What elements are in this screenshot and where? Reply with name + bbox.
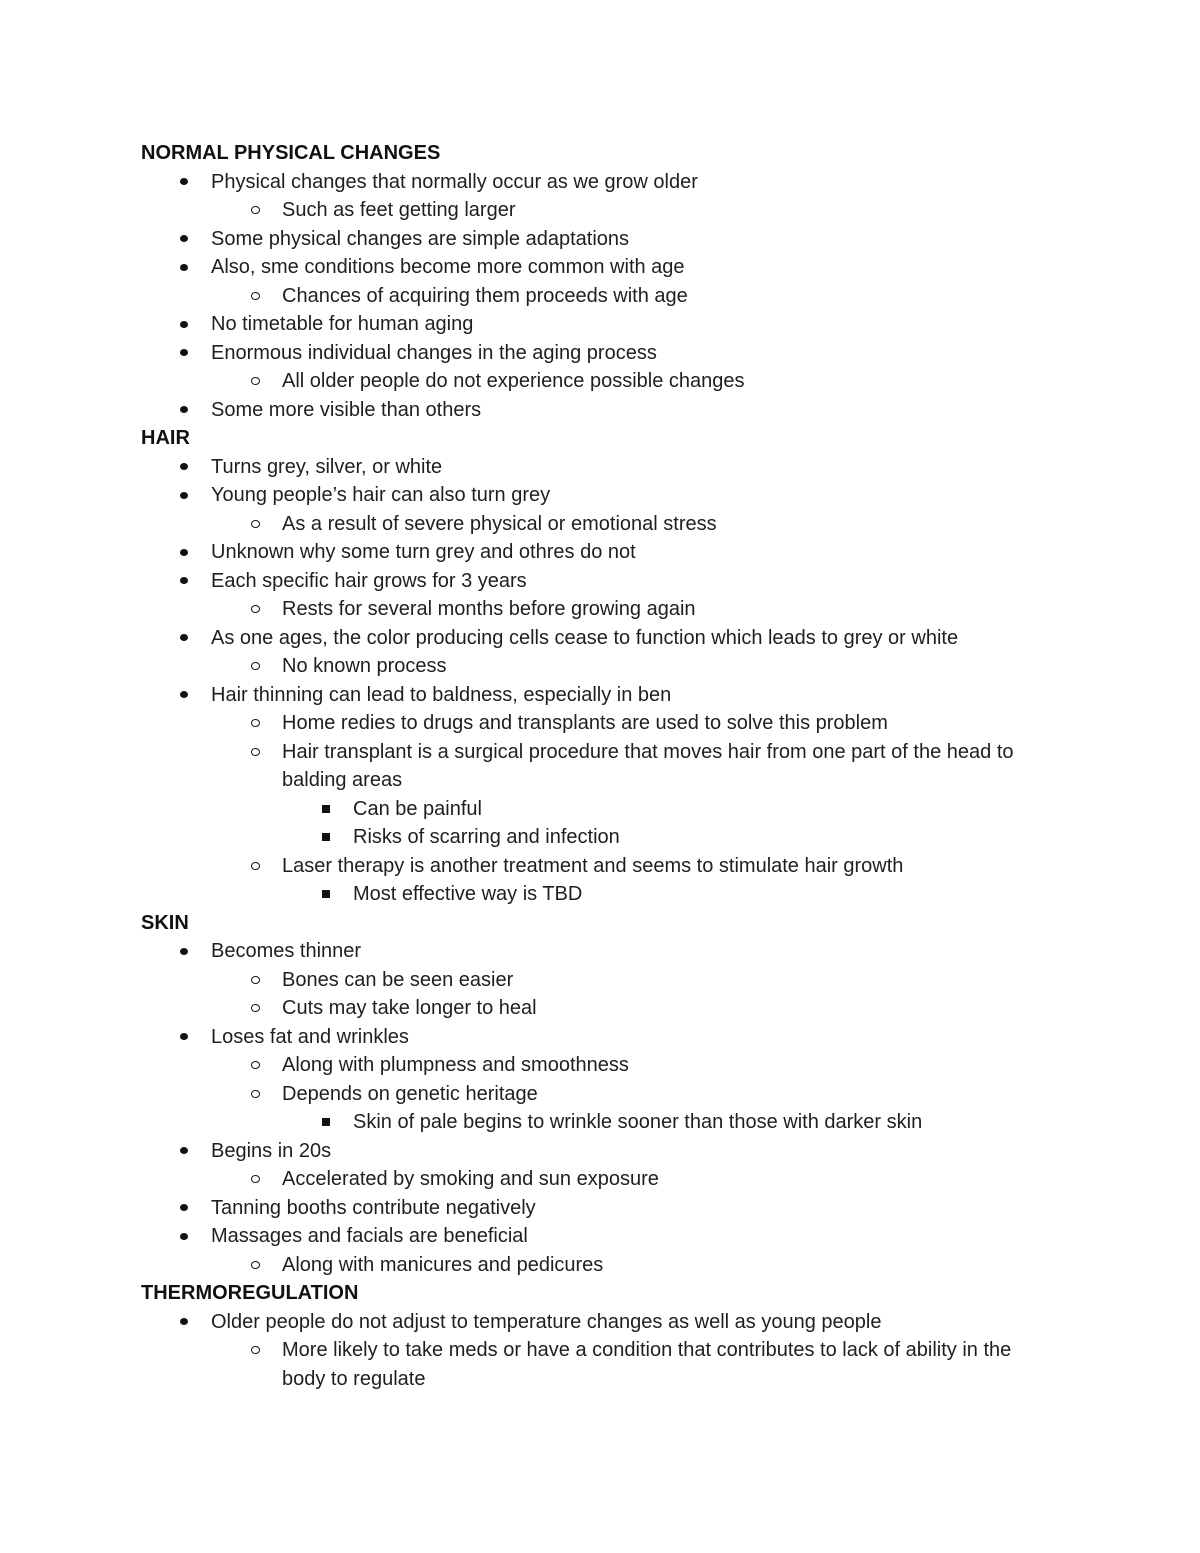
list-item-text: Physical changes that normally occur as we grow older bbox=[211, 170, 698, 193]
list-item-text: Laser therapy is another treatment and seems to stimulate hair growth bbox=[282, 854, 904, 877]
list-item-level-2 bbox=[0, 994, 1200, 1023]
list-item-level-2 bbox=[0, 1251, 1200, 1280]
bullet-circle-icon bbox=[248, 966, 262, 995]
list-item-text: Risks of scarring and infection bbox=[353, 826, 620, 848]
list-item-text: Chances of acquiring them proceeds with age bbox=[282, 284, 688, 307]
bullet-disc-icon bbox=[177, 1137, 191, 1166]
list-item-text: Each specific hair grows for 3 years bbox=[211, 569, 527, 592]
list-item-level-2 bbox=[0, 1080, 1200, 1109]
list-item-level-1 bbox=[0, 168, 1200, 197]
list-item-level-1 bbox=[0, 1222, 1200, 1251]
bullet-disc-icon bbox=[177, 1023, 191, 1052]
bullet-circle-icon bbox=[248, 994, 262, 1023]
bullet-circle-icon bbox=[248, 852, 262, 881]
list-item-text: Hair thinning can lead to baldness, especially in ben bbox=[211, 683, 672, 706]
list-item-level-1 bbox=[0, 567, 1200, 596]
bullet-disc-icon bbox=[177, 310, 191, 339]
list-item-level-2 bbox=[0, 852, 1200, 881]
bullet-circle-icon bbox=[248, 196, 262, 225]
list-item-level-1 bbox=[0, 225, 1200, 254]
section-normal-physical-changes bbox=[0, 139, 1200, 424]
list-item-text: Loses fat and wrinkles bbox=[211, 1025, 409, 1048]
bullet-disc-icon bbox=[177, 168, 191, 197]
list-item-text: As a result of severe physical or emotional stress bbox=[282, 512, 717, 535]
list-item-text: Unknown why some turn grey and othres do not bbox=[211, 541, 636, 563]
bullet-circle-icon bbox=[248, 510, 262, 539]
bullet-circle-icon bbox=[248, 1251, 262, 1280]
list-item-level-1 bbox=[0, 481, 1200, 510]
list-item-text: Tanning booths contribute negatively bbox=[211, 1196, 536, 1219]
list-item-text: Such as feet getting larger bbox=[282, 199, 516, 221]
bullet-circle-icon bbox=[248, 1336, 262, 1365]
section-heading: THERMOREGULATION bbox=[141, 1282, 359, 1304]
list-item-level-2 bbox=[0, 709, 1200, 738]
bullet-circle-icon bbox=[248, 282, 262, 311]
list-item-text: Older people do not adjust to temperature changes as well as young people bbox=[211, 1310, 882, 1333]
section-heading: HAIR bbox=[141, 427, 190, 449]
bullet-circle-icon bbox=[248, 652, 262, 681]
list-item-level-2 bbox=[0, 510, 1200, 539]
list-item-text: Some more visible than others bbox=[211, 398, 482, 421]
bullet-disc-icon bbox=[177, 253, 191, 282]
list-item-level-2 bbox=[0, 595, 1200, 624]
list-item-level-1 bbox=[0, 310, 1200, 339]
section-skin bbox=[0, 909, 1200, 1280]
list-item-text: More likely to take meds or have a condition that contributes to lack of ability in the body to regulate bbox=[282, 1339, 1012, 1390]
bullet-disc-icon bbox=[177, 681, 191, 710]
bullet-disc-icon bbox=[177, 396, 191, 425]
list-item-text: Depends on genetic heritage bbox=[282, 1082, 538, 1105]
bullet-circle-icon bbox=[248, 1080, 262, 1109]
list-item-text: Enormous individual changes in the aging process bbox=[211, 341, 657, 364]
bullet-square-icon bbox=[319, 1108, 333, 1137]
list-item-level-3 bbox=[0, 795, 1200, 824]
list-item-level-1 bbox=[0, 538, 1200, 567]
list-item-text: Rests for several months before growing again bbox=[282, 598, 696, 620]
section-thermoregulation bbox=[0, 1279, 1200, 1393]
bullet-square-icon bbox=[319, 823, 333, 852]
list-item-text: Begins in 20s bbox=[211, 1139, 332, 1162]
list-item-level-2 bbox=[0, 367, 1200, 396]
list-item-level-1 bbox=[0, 937, 1200, 966]
document-body bbox=[0, 139, 1200, 1393]
list-item-text: Also, sme conditions become more common with age bbox=[211, 256, 685, 278]
list-item-level-2 bbox=[0, 738, 1200, 795]
section-hair bbox=[0, 424, 1200, 909]
bullet-disc-icon bbox=[177, 339, 191, 368]
list-item-text: Massages and facials are beneficial bbox=[211, 1225, 528, 1247]
bullet-circle-icon bbox=[248, 595, 262, 624]
list-item-text: Becomes thinner bbox=[211, 940, 362, 962]
list-item-level-1 bbox=[0, 1308, 1200, 1337]
list-item-text: Bones can be seen easier bbox=[282, 968, 514, 991]
list-item-level-1 bbox=[0, 453, 1200, 482]
section-heading: NORMAL PHYSICAL CHANGES bbox=[141, 142, 441, 164]
list-item-text: Home redies to drugs and transplants are used to solve this problem bbox=[282, 712, 888, 734]
bullet-circle-icon bbox=[248, 738, 262, 767]
list-item-level-2 bbox=[0, 1165, 1200, 1194]
list-item-text: Along with manicures and pedicures bbox=[282, 1253, 604, 1276]
list-item-text: Can be painful bbox=[353, 797, 482, 820]
bullet-disc-icon bbox=[177, 453, 191, 482]
list-item-level-1 bbox=[0, 1023, 1200, 1052]
list-item-level-1 bbox=[0, 1194, 1200, 1223]
bullet-disc-icon bbox=[177, 567, 191, 596]
bullet-disc-icon bbox=[177, 1194, 191, 1223]
bullet-disc-icon bbox=[177, 225, 191, 254]
list-item-text: Skin of pale begins to wrinkle sooner than those with darker skin bbox=[353, 1111, 923, 1133]
bullet-square-icon bbox=[319, 880, 333, 909]
list-item-text: No timetable for human aging bbox=[211, 313, 474, 335]
bullet-disc-icon bbox=[177, 481, 191, 510]
list-item-text: Along with plumpness and smoothness bbox=[282, 1054, 629, 1076]
list-item-level-3 bbox=[0, 880, 1200, 909]
bullet-circle-icon bbox=[248, 1165, 262, 1194]
list-item-level-2 bbox=[0, 282, 1200, 311]
bullet-circle-icon bbox=[248, 1051, 262, 1080]
list-item-text: All older people do not experience possible changes bbox=[282, 370, 745, 392]
list-item-level-2 bbox=[0, 1336, 1200, 1393]
bullet-circle-icon bbox=[248, 367, 262, 396]
list-item-text: Most effective way is TBD bbox=[353, 883, 583, 905]
list-item-text: As one ages, the color producing cells cease to function which leads to grey or white bbox=[211, 626, 959, 649]
list-item-text: Turns grey, silver, or white bbox=[211, 455, 443, 478]
list-item-text: No known process bbox=[282, 655, 447, 677]
bullet-disc-icon bbox=[177, 937, 191, 966]
list-item-level-1 bbox=[0, 339, 1200, 368]
bullet-disc-icon bbox=[177, 538, 191, 567]
bullet-circle-icon bbox=[248, 709, 262, 738]
list-item-text: Cuts may take longer to heal bbox=[282, 997, 537, 1019]
list-item-level-1 bbox=[0, 1137, 1200, 1166]
list-item-level-1 bbox=[0, 681, 1200, 710]
list-item-level-1 bbox=[0, 253, 1200, 282]
list-item-text: Some physical changes are simple adaptations bbox=[211, 227, 630, 250]
bullet-disc-icon bbox=[177, 1222, 191, 1251]
bullet-disc-icon bbox=[177, 624, 191, 653]
section-heading: SKIN bbox=[141, 911, 189, 934]
list-item-level-3 bbox=[0, 823, 1200, 852]
list-item-level-2 bbox=[0, 966, 1200, 995]
bullet-disc-icon bbox=[177, 1308, 191, 1337]
list-item-level-2 bbox=[0, 652, 1200, 681]
list-item-level-1 bbox=[0, 624, 1200, 653]
list-item-level-2 bbox=[0, 1051, 1200, 1080]
list-item-level-3 bbox=[0, 1108, 1200, 1137]
list-item-level-1 bbox=[0, 396, 1200, 425]
bullet-square-icon bbox=[319, 795, 333, 824]
list-item-level-2 bbox=[0, 196, 1200, 225]
list-item-text: Hair transplant is a surgical procedure that moves hair from one part of the head to balding areas bbox=[282, 740, 1014, 791]
list-item-text: Accelerated by smoking and sun exposure bbox=[282, 1168, 659, 1190]
list-item-text: Young people’s hair can also turn grey bbox=[211, 484, 551, 506]
